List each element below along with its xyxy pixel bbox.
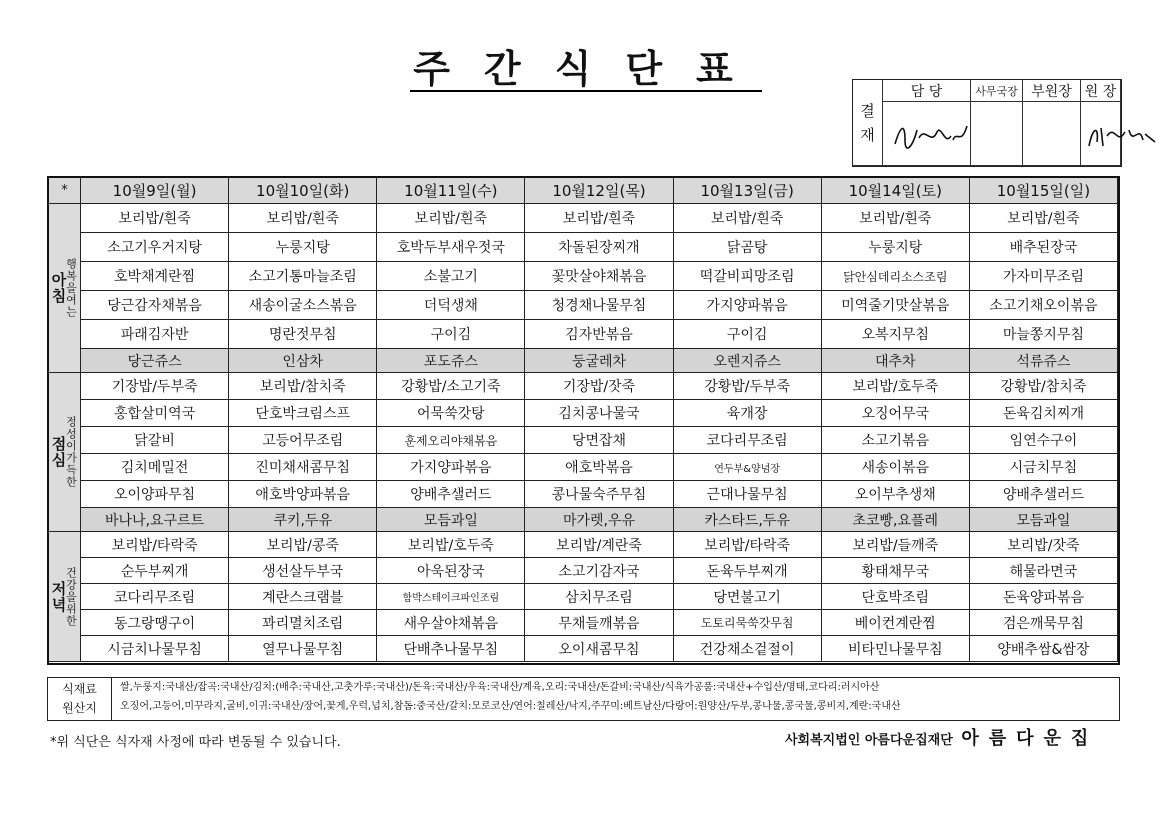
- menu-cell: 꽃맛살야채볶음: [525, 262, 673, 291]
- menu-cell: 보리밥/흰죽: [377, 204, 525, 233]
- dinner-section-label: [49, 532, 81, 662]
- menu-cell: 검은깨묵무침: [970, 610, 1118, 636]
- approval-sign-vice: [1023, 102, 1081, 166]
- approval-header-director: 사무국장: [971, 80, 1023, 102]
- drink-cell: 오렌지쥬스: [674, 349, 822, 373]
- menu-cell: 미역줄기맛살볶음: [822, 291, 970, 320]
- approval-header-vice: 부원장: [1023, 80, 1081, 102]
- menu-cell: 소고기채오이볶음: [970, 291, 1118, 320]
- menu-cell: 소불고기: [377, 262, 525, 291]
- menu-cell: 기장밥/잣죽: [525, 373, 673, 400]
- day-header: 10월15일(일): [970, 178, 1118, 204]
- menu-cell: 순두부찌개: [81, 558, 229, 584]
- section-subtitle: 행복을여는: [64, 258, 78, 318]
- menu-cell: 양배추샐러드: [970, 481, 1118, 508]
- menu-cell: 생선살두부국: [229, 558, 377, 584]
- day-header: 10월10일(화): [229, 178, 377, 204]
- approval-sign-staff: [883, 102, 971, 166]
- menu-cell: 구이김: [674, 320, 822, 349]
- menu-cell: 강황밥/참치죽: [970, 373, 1118, 400]
- menu-cell: 구이김: [377, 320, 525, 349]
- lunch-section-label: [49, 373, 81, 532]
- menu-cell: 근대나물무침: [674, 481, 822, 508]
- menu-cell: 코다리무조림: [81, 584, 229, 610]
- menu-cell: 더덕생채: [377, 291, 525, 320]
- menu-cell: 새송이굴소스볶음: [229, 291, 377, 320]
- origin-label: [48, 678, 112, 720]
- menu-cell: 새우살야채볶음: [377, 610, 525, 636]
- menu-cell: 당근감자채볶음: [81, 291, 229, 320]
- menu-cell: 보리밥/참치죽: [229, 373, 377, 400]
- breakfast-section-label: [49, 204, 81, 373]
- menu-cell: 보리밥/흰죽: [822, 204, 970, 233]
- dessert-cell: 모듬과일: [970, 508, 1118, 532]
- day-header: 10월12일(목): [525, 178, 673, 204]
- menu-cell: 김치메밀전: [81, 454, 229, 481]
- menu-cell: 닭안심데리소스조림: [822, 262, 970, 291]
- menu-cell: 어묵쑥갓탕: [377, 400, 525, 427]
- menu-cell: 보리밥/흰죽: [229, 204, 377, 233]
- menu-cell: 새송이볶음: [822, 454, 970, 481]
- menu-cell: 고등어무조림: [229, 427, 377, 454]
- menu-cell: 기장밥/두부죽: [81, 373, 229, 400]
- organization-prefix: 사회복지법인 아름다운집재단: [785, 733, 953, 748]
- menu-cell: 보리밥/타락죽: [674, 532, 822, 558]
- approval-sign-director: [971, 102, 1023, 166]
- footer-note: *위 식단은 식자재 사정에 따라 변동될 수 있습니다.: [50, 735, 341, 750]
- menu-cell: 계란스크램블: [229, 584, 377, 610]
- menu-cell: 명란젓무침: [229, 320, 377, 349]
- menu-cell: 호박채계란찜: [81, 262, 229, 291]
- drink-cell: 대추차: [822, 349, 970, 373]
- day-header: 10월9일(월): [81, 178, 229, 204]
- day-header: 10월11일(수): [377, 178, 525, 204]
- menu-cell: 김치콩나물국: [525, 400, 673, 427]
- menu-cell: 오이양파무침: [81, 481, 229, 508]
- menu-cell: 단배추나물무침: [377, 636, 525, 662]
- menu-cell: 보리밥/흰죽: [970, 204, 1118, 233]
- menu-cell: 단호박조림: [822, 584, 970, 610]
- day-header: 10월13일(금): [674, 178, 822, 204]
- organization-name: [785, 724, 1098, 750]
- menu-cell: 오복지무침: [822, 320, 970, 349]
- menu-cell: 청경채나물무침: [525, 291, 673, 320]
- dessert-cell: 카스타드,두유: [674, 508, 822, 532]
- menu-cell: 애호박볶음: [525, 454, 673, 481]
- menu-cell: 소고기감자국: [525, 558, 673, 584]
- menu-cell: 떡갈비피망조림: [674, 262, 822, 291]
- approval-header-staff: 담 당: [883, 80, 971, 102]
- menu-cell: 가지양파볶음: [377, 454, 525, 481]
- origin-label-line: 식재료: [62, 682, 97, 696]
- menu-cell: 비타민나물무침: [822, 636, 970, 662]
- drink-cell: 포도쥬스: [377, 349, 525, 373]
- signature-staff-image: [891, 116, 971, 156]
- menu-cell: 차돌된장찌개: [525, 233, 673, 262]
- menu-cell: 가자미무조림: [970, 262, 1118, 291]
- title-underline: [410, 90, 762, 92]
- drink-cell: 인삼차: [229, 349, 377, 373]
- approval-sign-head: [1081, 102, 1121, 166]
- menu-cell: 보리밥/잣죽: [970, 532, 1118, 558]
- menu-cell: 아욱된장국: [377, 558, 525, 584]
- menu-cell: 강황밥/두부죽: [674, 373, 822, 400]
- menu-cell: 연두부&양념장: [674, 454, 822, 481]
- dessert-cell: 모듬과일: [377, 508, 525, 532]
- menu-cell: 꽈리멸치조림: [229, 610, 377, 636]
- menu-cell: 진미채새콤무침: [229, 454, 377, 481]
- menu-cell: 양배추쌈&쌈장: [970, 636, 1118, 662]
- menu-cell: 누룽지탕: [229, 233, 377, 262]
- section-title: 저녁: [49, 580, 68, 613]
- menu-cell: 해물라면국: [970, 558, 1118, 584]
- menu-cell: 보리밥/흰죽: [525, 204, 673, 233]
- origin-label-line: 원산지: [62, 701, 97, 715]
- dessert-cell: 초코빵,요플레: [822, 508, 970, 532]
- corner-cell: *: [49, 178, 81, 204]
- menu-cell: 돈육양파볶음: [970, 584, 1118, 610]
- menu-cell: 돈육김치찌개: [970, 400, 1118, 427]
- day-header: 10월14일(토): [822, 178, 970, 204]
- menu-cell: 황태채무국: [822, 558, 970, 584]
- menu-cell: 임연수구이: [970, 427, 1118, 454]
- approval-side-label: [853, 80, 883, 166]
- menu-cell: 보리밥/들깨죽: [822, 532, 970, 558]
- menu-cell: 보리밥/호두죽: [822, 373, 970, 400]
- menu-cell: 도토리묵쑥갓무침: [674, 610, 822, 636]
- signature-head-image: [1085, 116, 1165, 156]
- menu-cell: 훈제오리야채볶음: [377, 427, 525, 454]
- menu-cell: 소고기우거지탕: [81, 233, 229, 262]
- menu-cell: 삼치무조림: [525, 584, 673, 610]
- dessert-cell: 바나나,요구르트: [81, 508, 229, 532]
- menu-cell: 동그랑땡구이: [81, 610, 229, 636]
- menu-cell: 보리밥/호두죽: [377, 532, 525, 558]
- menu-cell: 파래김자반: [81, 320, 229, 349]
- menu-cell: 보리밥/흰죽: [81, 204, 229, 233]
- section-title: 점심: [49, 436, 68, 468]
- menu-table: [47, 176, 1120, 665]
- origin-text: [112, 678, 1119, 720]
- approval-header-head: 원 장: [1081, 80, 1121, 102]
- menu-cell: 시금치나물무침: [81, 636, 229, 662]
- menu-cell: 닭곰탕: [674, 233, 822, 262]
- origin-box: [47, 677, 1120, 721]
- origin-line: 쌀,누룽지:국내산/잡곡:국내산/김치:(배추:국내산,고춧가루:국내산)/돈육:국내산/우육:국내산/계육,오리:국내산/돈갈비:국내산/식육가공품:국내산+수입산/명태,코다리:러시아산: [120, 682, 880, 693]
- menu-cell: 보리밥/흰죽: [674, 204, 822, 233]
- dessert-cell: 마가렛,우유: [525, 508, 673, 532]
- menu-cell: 시금치무침: [970, 454, 1118, 481]
- menu-cell: 닭갈비: [81, 427, 229, 454]
- origin-line: 오징어,고등어,미꾸라지,굴비,이귀:국내산/장어,꽃게,우럭,넙치,참돔:중국산/갈치:모로코산/연어:칠레산/낙지,주꾸미:베트남산/다랑어:원양산/두부,콩나물,콩국물,콩비지,계란:국내산: [120, 701, 901, 712]
- menu-cell: 보리밥/타락죽: [81, 532, 229, 558]
- menu-cell: 코다리무조림: [674, 427, 822, 454]
- menu-cell: 함박스테이크파인조림: [377, 584, 525, 610]
- menu-cell: 당면잡채: [525, 427, 673, 454]
- menu-cell: 콩나물숙주무침: [525, 481, 673, 508]
- drink-cell: 둥굴레차: [525, 349, 673, 373]
- menu-cell: 홍합살미역국: [81, 400, 229, 427]
- menu-cell: 김자반볶음: [525, 320, 673, 349]
- menu-cell: 누룽지탕: [822, 233, 970, 262]
- menu-cell: 오이새콤무침: [525, 636, 673, 662]
- approval-side-char: 결: [860, 101, 875, 120]
- section-subtitle: 정성이가득한: [64, 416, 78, 488]
- approval-side-char: 재: [860, 125, 875, 144]
- menu-cell: 단호박크림스프: [229, 400, 377, 427]
- section-subtitle: 건강을위한: [64, 566, 78, 627]
- menu-cell: 배추된장국: [970, 233, 1118, 262]
- drink-cell: 석류쥬스: [970, 349, 1118, 373]
- section-title: 아침: [49, 272, 68, 304]
- dessert-cell: 쿠키,두유: [229, 508, 377, 532]
- menu-cell: 보리밥/계란죽: [525, 532, 673, 558]
- organization-title: 아름다운집: [961, 728, 1099, 749]
- menu-cell: 가지양파볶음: [674, 291, 822, 320]
- menu-cell: 양배추샐러드: [377, 481, 525, 508]
- menu-cell: 애호박양파볶음: [229, 481, 377, 508]
- menu-cell: 강황밥/소고기죽: [377, 373, 525, 400]
- menu-cell: 소고기통마늘조림: [229, 262, 377, 291]
- menu-cell: 호박두부새우젓국: [377, 233, 525, 262]
- menu-cell: 마늘쫑지무침: [970, 320, 1118, 349]
- menu-cell: 오이부추생채: [822, 481, 970, 508]
- menu-cell: 육개장: [674, 400, 822, 427]
- menu-cell: 건강채소겉절이: [674, 636, 822, 662]
- menu-cell: 오징어무국: [822, 400, 970, 427]
- menu-cell: 당면불고기: [674, 584, 822, 610]
- menu-cell: 무채들깨볶음: [525, 610, 673, 636]
- menu-cell: 소고기볶음: [822, 427, 970, 454]
- menu-cell: 열무나물무침: [229, 636, 377, 662]
- page-title: 주간식단표: [413, 47, 767, 91]
- drink-cell: 당근쥬스: [81, 349, 229, 373]
- menu-cell: 보리밥/콩죽: [229, 532, 377, 558]
- menu-cell: 돈육두부찌개: [674, 558, 822, 584]
- approval-box: [852, 79, 1122, 167]
- menu-cell: 베이컨계란찜: [822, 610, 970, 636]
